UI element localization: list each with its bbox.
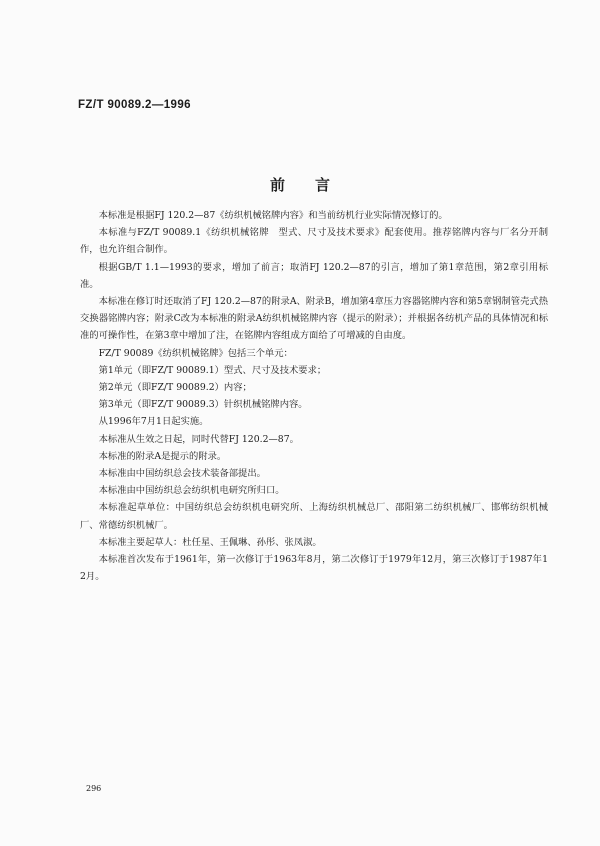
paragraph-replaces: 本标准从生效之日起，同时代替FJ 120.2—87。: [98, 433, 299, 445]
paragraph-revision-changes: 本标准在修订时还取消了FJ 120.2—87的附录A、附录B，增加第4章压力容器铭牌内容和第5章钢制管壳式热交换器铭牌内容；附录C改为本标准的附录A纺织机械铭牌内容（提示的附录）；并根据各纺机产品的具体情况和标准的可操作性，在第3章中增加了注，在铭牌内容组成方面给了可增减的自由度。: [80, 296, 548, 342]
paragraph-managed-by: 本标准由中国纺织总会纺织机电研究所归口。: [98, 485, 285, 497]
page-title: 前言: [269, 176, 360, 194]
paragraph-basis: 本标准是根据FJ 120.2—87《纺织机械铭牌内容》和当前纺机行业实际情况修订的。: [98, 210, 448, 221]
paragraph-publication-history: 本标准首次发布于1961年，第一次修订于1963年8月，第二次修订于1979年12月，第三次修订于1987年12月。: [80, 554, 548, 583]
paragraph-unit-3: 第3单元（即FZ/T 90089.3）针织机械铭牌内容。: [98, 399, 308, 411]
paragraph-proposed-by: 本标准由中国纺织总会技术装备部提出。: [98, 468, 266, 480]
paragraph-drafters: 本标准主要起草人：杜任星、王佩琳、孙彤、张凤淑。: [98, 536, 322, 548]
paragraph-unit-1: 第1单元（即FZ/T 90089.1）型式、尺寸及技术要求；: [98, 364, 327, 376]
page-number: 296: [86, 784, 102, 793]
paragraph-drafting-units: 本标准起草单位：中国纺织总会纺织机电研究所、上海纺织机械总厂、邵阳第二纺织机械厂、邯郸纺织机械厂、常德纺织机械厂。: [80, 502, 548, 531]
paragraph-appendix: 本标准的附录A是提示的附录。: [98, 450, 227, 462]
paragraph-companion-standard: 本标准与FZ/T 90089.1《纺织机械铭牌 型式、尺寸及技术要求》配套使用。推荐铭牌内容与厂名分开制作，也允许组合制作。: [80, 227, 548, 256]
foreword-body: [80, 207, 548, 585]
standard-code: FZ/T 90089.2—1996: [78, 99, 191, 111]
paragraph-units-intro: FZ/T 90089《纺织机械铭牌》包括三个单元：: [98, 347, 293, 359]
paragraph-unit-2: 第2单元（即FZ/T 90089.2）内容；: [98, 382, 252, 394]
paragraph-gbt-requirements: 根据GB/T 1.1—1993的要求，增加了前言；取消FJ 120.2—87的引言，增加了第1章范围，第2章引用标准。: [80, 261, 548, 290]
paragraph-effective-date: 从1996年7月1日起实施。: [98, 416, 209, 428]
